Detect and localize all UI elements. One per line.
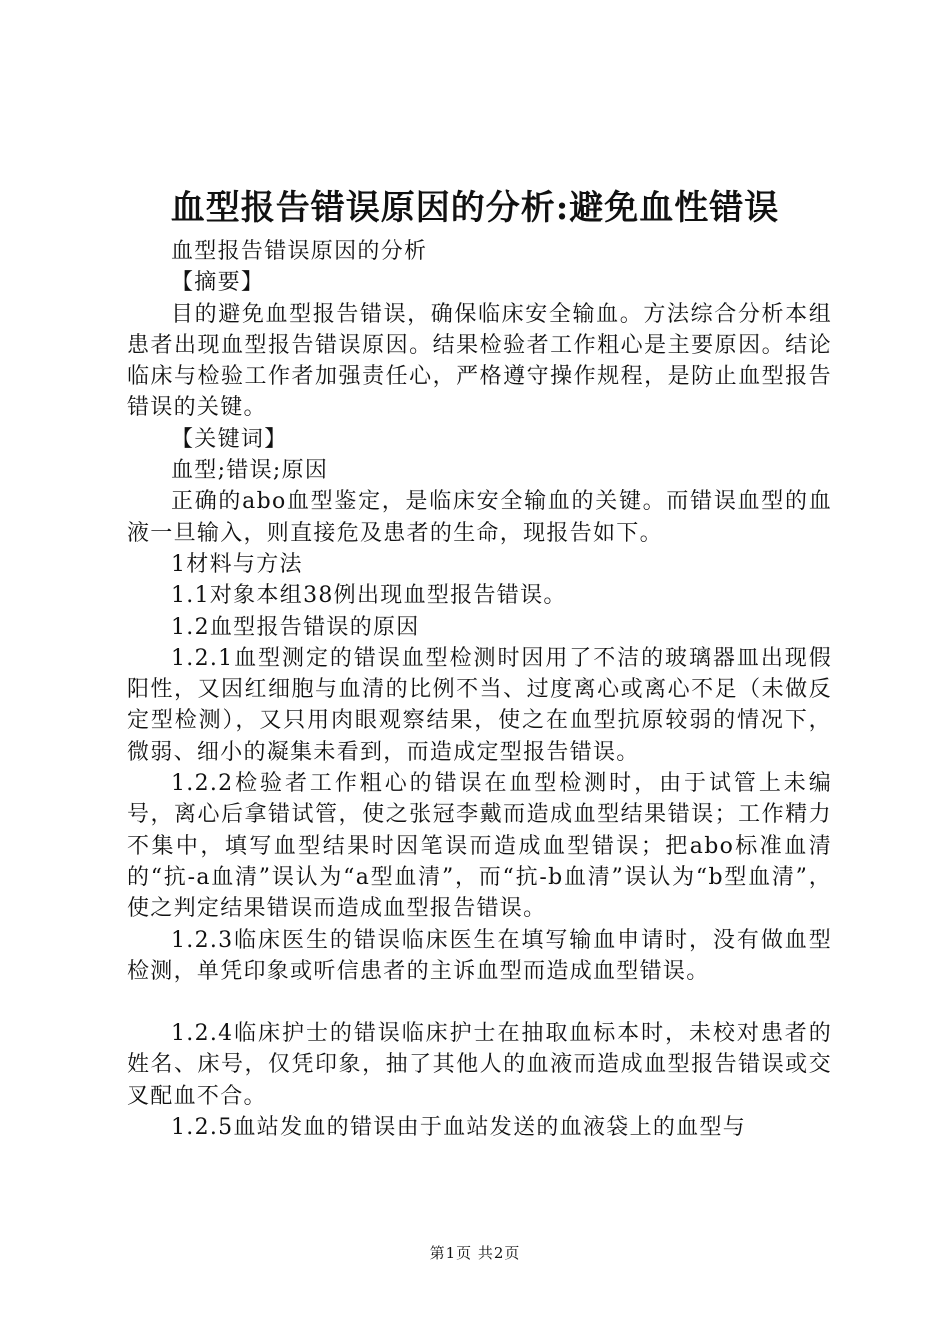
document-body (127, 236, 832, 1143)
section-paragraph-1-2-4: 1.2.4临床护士的错误临床护士在抽取血标本时，未校对患者的姓名、床号，仅凭印象，抽了其他人的血液而造成血型报告错误或交叉配血不合。 (127, 1021, 832, 1109)
document-title: 血型报告错误原因的分析:避免血性错误 (170, 188, 780, 228)
section-paragraph-1-1: 1.1对象本组38例出现血型报告错误。 (171, 583, 567, 609)
section-paragraph-1-2-3: 1.2.3临床医生的错误临床医生在填写输血申请时，没有做血型检测，单凭印象或听信患者的主诉血型而造成血型错误。 (127, 927, 832, 984)
subtitle-paragraph: 血型报告错误原因的分析 (171, 239, 428, 264)
section-paragraph-1-2-5: 1.2.5血站发血的错误由于血站发送的血液袋上的血型与 (171, 1115, 747, 1141)
keywords-paragraph: 血型;错误;原因 (171, 458, 329, 484)
abstract-heading: 【摘要】 (171, 270, 265, 296)
page-footer: 第1页 共2页 (429, 1244, 521, 1262)
abstract-paragraph: 目的避免血型报告错误，确保临床安全输血。方法综合分析本组患者出现血型报告错误原因。结果检验者工作粗心是主要原因。结论临床与检验工作者加强责任心，严格遵守操作规程，是防止血型报告错误的关键。 (127, 301, 832, 421)
keywords-heading: 【关键词】 (171, 426, 288, 452)
section-paragraph-1-2-1: 1.2.1血型测定的错误血型检测时因用了不洁的玻璃器皿出现假阳性，又因红细胞与血清的比例不当、过度离心或离心不足（未做反定型检测），又只用肉眼观察结果，使之在血型抗原较弱的情况下，微弱、细小的凝集未看到，而造成定型报告错误。 (127, 645, 832, 765)
intro-paragraph: 正确的abo血型鉴定，是临床安全输血的关键。而错误血型的血液一旦输入，则直接危及患者的生命，现报告如下。 (127, 489, 832, 546)
section-paragraph-1-2-2: 1.2.2检验者工作粗心的错误在血型检测时，由于试管上未编号，离心后拿错试管，使之张冠李戴而造成血型结果错误；工作精力不集中，填写血型结果时因笔误而造成血型错误；把abo标准血清的“抗-a血清”误认为“a型血清”，而“抗-b血清”误认为“b型血清”，使之判定结果错误而造成血型报告错误。 (127, 771, 832, 922)
section-heading-1: 1材料与方法 (171, 551, 303, 577)
section-heading-1-2: 1.2血型报告错误的原因 (171, 614, 420, 640)
